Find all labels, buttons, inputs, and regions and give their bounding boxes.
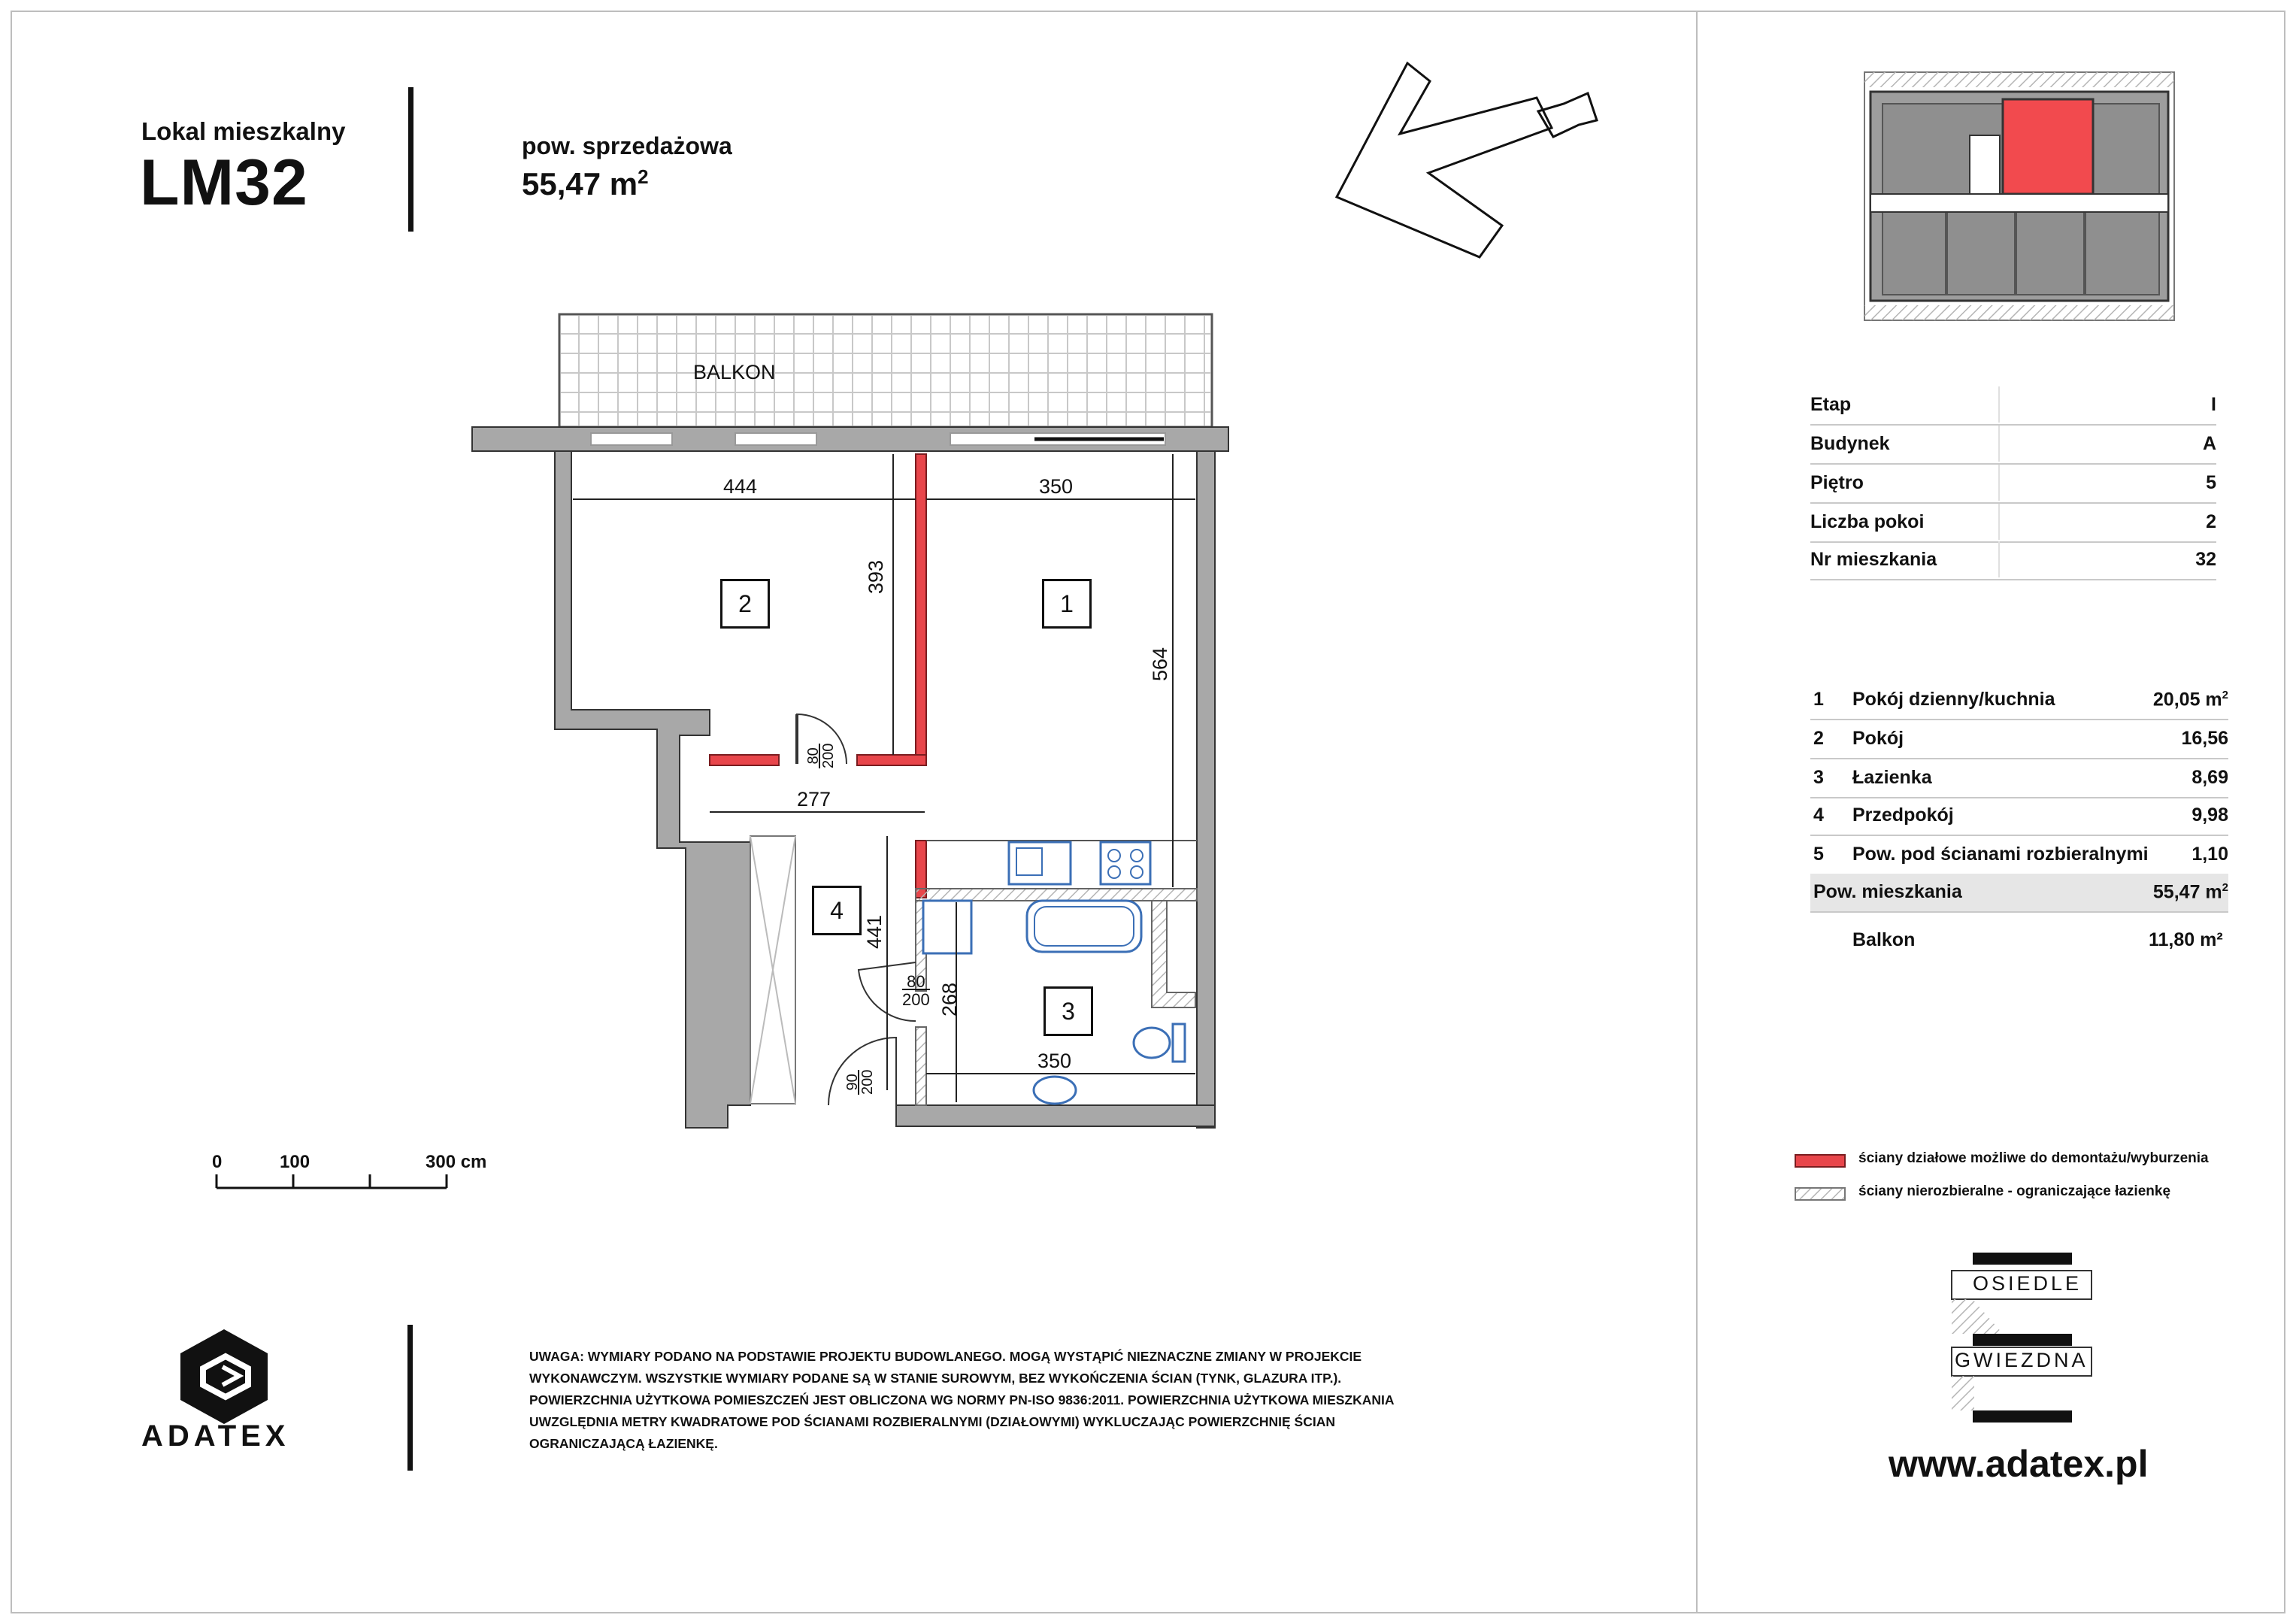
unit-highlight (2003, 99, 2093, 194)
balcony-row-value: 11,80 m² (2149, 929, 2223, 950)
info-row: Liczba pokoi 2 (1810, 504, 2216, 543)
unit-code: LM32 (140, 147, 308, 219)
legend-red-swatch (1795, 1155, 1845, 1167)
legend-text: ściany działowe możliwe do demontażu/wyburzenia (1858, 1150, 2209, 1166)
estate-line1: OSIEDLE (1973, 1272, 2082, 1295)
bathtub-icon (1027, 901, 1141, 952)
info-row: Nr mieszkania 32 (1810, 541, 2216, 580)
scale-label: 0 (212, 1152, 223, 1172)
window (591, 433, 672, 445)
dimension-350-bottom: 350 (1037, 1050, 1072, 1072)
room-number-box: 3 (1043, 986, 1093, 1036)
door-label: 90 200 (844, 1069, 876, 1095)
window (735, 433, 816, 445)
toilet-icon (1134, 1028, 1170, 1058)
balcony (559, 314, 1212, 427)
legend-hatch-swatch (1795, 1188, 1845, 1200)
washer-icon (923, 901, 971, 953)
door-label: 80 200 (805, 743, 837, 768)
dimension-268: 268 (938, 982, 961, 1017)
adatex-logo-icon (180, 1329, 268, 1424)
dimension-350-top: 350 (1039, 475, 1074, 498)
unit-type-label: Lokal mieszkalny (141, 117, 346, 145)
disclaimer-note: UWAGA: WYMIARY PODANO NA PODSTAWIE PROJEKTU BUDOWLANEGO. MOGĄ WYSTĄPIĆ NIEZNACZNE ZMIANY W PROJEKCIE WYKONAWCZYM. WSZYSTKIE WYMIARY PODANE SĄ W STANIE SUROWYM, BEZ WYKOŃCZENIA ŚCIAN (TYNK, GLAZURA ITP.). POWIERZCHNIA UŻYTKOWA POMIESZCZEŃ JEST OBLICZONA WG NORMY PN-ISO 9836:2011. POWIERZCHNIA UŻYTKOWA MIESZKANIA UWZGLĘDNIA METRY KWADRATOWE POD ŚCIANAMI ROZBIERALNYMI (DZIAŁOWYMI) WYKLUCZAJĄC POWIERZCHNIĘ ŚCIAN OGRANICZAJĄCĄ ŁAZIENKĘ. (529, 1349, 1394, 1451)
stove-icon (1101, 842, 1150, 884)
room-row: 3 Łazienka 8,69 (1810, 759, 2228, 798)
room-number-box: 1 (1042, 579, 1092, 629)
area-value: 55,47 $m^2$ (522, 165, 649, 201)
footer-divider (407, 1325, 413, 1471)
room-row: 1 Pokój dzienny/kuchnia 20,05 $m^2$ (1810, 681, 2228, 720)
dimension-441: 441 (863, 914, 886, 949)
area-label: pow. sprzedażowa (522, 132, 732, 159)
dimension-444: 444 (723, 475, 758, 498)
room-number-box: 2 (720, 579, 770, 629)
dimension-277: 277 (797, 788, 831, 810)
scale-bar (217, 1174, 447, 1188)
balcony-row-label: Balkon (1852, 929, 1916, 950)
scale-label: 300 cm (426, 1152, 487, 1172)
estate-line2: GWIEZDNA (1955, 1349, 2089, 1371)
balcony-label: BALKON (693, 361, 776, 383)
key-plan (1864, 72, 2174, 320)
website-link[interactable]: www.adatex.pl (1889, 1443, 2149, 1485)
room-number-box: 4 (812, 886, 862, 935)
info-row: Budynek A (1810, 426, 2216, 465)
dimension-393: 393 (865, 559, 887, 594)
total-row: Pow. mieszkania 55,47 $m^2$ (1810, 874, 2228, 913)
adatex-wordmark: ADATEX (141, 1419, 290, 1453)
door-label: 80 200 (902, 972, 930, 1009)
washbasin-icon (1034, 1077, 1076, 1104)
legend-text: ściany nierozbieralne - ograniczające łazienkę (1858, 1183, 2171, 1199)
room-row: 2 Pokój 16,56 (1810, 720, 2228, 759)
room-row: 5 Pow. pod ścianami rozbieralnymi 1,10 (1810, 836, 2228, 875)
room-row: 4 Przedpokój 9,98 (1810, 797, 2228, 836)
scale-label: 100 (280, 1152, 310, 1172)
outer-walls (555, 451, 1215, 1128)
kitchen-counter (926, 841, 1197, 884)
north-arrow-icon (1337, 63, 1597, 257)
toilet-tank-icon (1173, 1024, 1185, 1062)
dimension-564: 564 (1149, 647, 1171, 681)
info-row: Etap I (1810, 386, 2216, 426)
info-row: Piętro 5 (1810, 465, 2216, 504)
